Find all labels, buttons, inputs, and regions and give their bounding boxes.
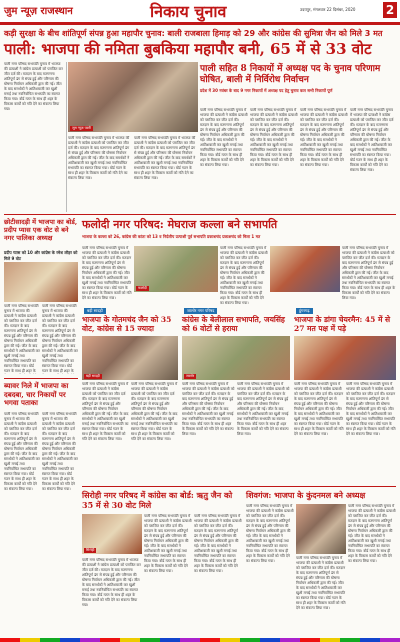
dungar-col-1: पाली नगर परिषद सभापति चुनाव में भाजपा की प्रत्याशी ने कांग्रेस प्रत्याशी को पराजित कर जीत दर्ज की। मतदान के बाद मतगणना शांतिपूर्ण ढंग से संपन्न हुई और परिणाम की घोषणा निर्वाचन अधिकारी द्वारा की गई। जीत के बाद समर्थकों ने आतिशबाजी कर खुशी मनाई तथा नवनिर्वाचित सभापति का स्वागत किया गया। बोर्ड गठन के साथ ही शहर के विकास कार्यों को गति देने का संकल्प लिया गया। [294, 382, 344, 436]
bottom-rule [82, 486, 396, 487]
sirohi-col-3: पाली नगर परिषद सभापति चुनाव में भाजपा की प्रत्याशी ने कांग्रेस प्रत्याशी को पराजित कर जीत दर्ज की। मतदान के बाद मतगणना शांतिपूर्ण ढंग से संपन्न हुई और परिणाम की घोषणा निर्वाचन अधिकारी द्वारा की गई। जीत के बाद समर्थकों ने आतिशबाजी कर खुशी मनाई तथा नवनिर्वाचित सभापति का स्वागत किया गया। बोर्ड गठन के साथ ही शहर के विकास कार्यों को गति देने का संकल्प लिया गया। [194, 514, 242, 573]
shivganj-headline: शिवगंज: भाजपा के कुंदनमल बने अध्यक्ष [246, 490, 366, 500]
beawar-col-2: पाली नगर परिषद सभापति चुनाव में भाजपा की प्रत्याशी ने कांग्रेस प्रत्याशी को पराजित कर जीत दर्ज की। मतदान के बाद मतगणना शांतिपूर्ण ढंग से संपन्न हुई और परिणाम की घोषणा निर्वाचन अधिकारी द्वारा की गई। जीत के बाद समर्थकों ने आतिशबाजी कर खुशी मनाई तथा नवनिर्वाचित सभापति का स्वागत किया गया। बोर्ड गठन के साथ ही शहर के विकास कार्यों को गति देने का संकल्प लिया गया। [42, 412, 78, 491]
phalodi-col-1: पाली नगर परिषद सभापति चुनाव में भाजपा की प्रत्याशी ने कांग्रेस प्रत्याशी को पराजित कर जीत दर्ज की। मतदान के बाद मतगणना शांतिपूर्ण ढंग से संपन्न हुई और परिणाम की घोषणा निर्वाचन अधिकारी द्वारा की गई। जीत के बाद समर्थकों ने आतिशबाजी कर खुशी मनाई तथा नवनिर्वाचित सभापति का स्वागत किया गया। बोर्ड गठन के साथ ही शहर के विकास कार्यों को गति देने का संकल्प लिया गया। [82, 246, 132, 300]
divider [66, 62, 67, 212]
photo-caption: जुम न्यूज़ पाली [72, 126, 91, 130]
top-strip: कड़ी सुरक्षा के बीच शांतिपूर्ण संपन्न हुआ महापौर चुनाव: बाली राजबाला हिमाड़ को 29 और कांग्रेस की सुमित्रा जैन को मिले 3 मत [4, 29, 383, 38]
section-rule [4, 214, 396, 215]
dungar-col-2: पाली नगर परिषद सभापति चुनाव में भाजपा की प्रत्याशी ने कांग्रेस प्रत्याशी को पराजित कर जीत दर्ज की। मतदान के बाद मतगणना शांतिपूर्ण ढंग से संपन्न हुई और परिणाम की घोषणा निर्वाचन अधिकारी द्वारा की गई। जीत के बाद समर्थकों ने आतिशबाजी कर खुशी मनाई तथा नवनिर्वाचित सभापति का स्वागत किया गया। बोर्ड गठन के साथ ही शहर के विकास कार्यों को गति देने का संकल्प लिया गया। [346, 382, 396, 436]
sirohi-col-2: पाली नगर परिषद सभापति चुनाव में भाजपा की प्रत्याशी ने कांग्रेस प्रत्याशी को पराजित कर जीत दर्ज की। मतदान के बाद मतगणना शांतिपूर्ण ढंग से संपन्न हुई और परिणाम की घोषणा निर्वाचन अधिकारी द्वारा की गई। जीत के बाद समर्थकों ने आतिशबाजी कर खुशी मनाई तथा नवनिर्वाचित सभापति का स्वागत किया गया। बोर्ड गठन के साथ ही शहर के विकास कार्यों को गति देने का संकल्प लिया गया। [144, 514, 192, 573]
jalore-tag: जालोर नगर परिषद [184, 308, 217, 314]
phalodi-photo-2 [270, 246, 340, 292]
dateline: उदयपुर, मंगलवार 22 दिसंबर, 2020 [300, 7, 356, 12]
phalodi-col-3: पाली नगर परिषद सभापति चुनाव में भाजपा की प्रत्याशी ने कांग्रेस प्रत्याशी को पराजित कर जीत दर्ज की। मतदान के बाद मतगणना शांतिपूर्ण ढंग से संपन्न हुई और परिणाम की घोषणा निर्वाचन अधिकारी द्वारा की गई। जीत के बाद समर्थकों ने आतिशबाजी कर खुशी मनाई तथा नवनिर्वाचित सभापति का स्वागत किया गया। बोर्ड गठन के साथ ही शहर के विकास कार्यों को गति देने का संकल्प लिया गया। [342, 246, 396, 300]
sirohi-caption: सिरोही [86, 548, 95, 552]
lead-photo [68, 62, 198, 132]
dungar-photo [294, 336, 396, 380]
shivganj-photo [296, 504, 346, 554]
shivganj-col-3: पाली नगर परिषद सभापति चुनाव में भाजपा की प्रत्याशी ने कांग्रेस प्रत्याशी को पराजित कर जीत दर्ज की। मतदान के बाद मतगणना शांतिपूर्ण ढंग से संपन्न हुई और परिणाम की घोषणा निर्वाचन अधिकारी द्वारा की गई। जीत के बाद समर्थकों ने आतिशबाजी कर खुशी मनाई तथा नवनिर्वाचित सभापति का स्वागत किया गया। बोर्ड गठन के साथ ही शहर के विकास कार्यों को गति देने का संकल्प लिया गया। [348, 504, 396, 563]
jalore-caption: जालोर [186, 374, 195, 378]
phalodi-headline: फलोदी नगर परिषद: मेघराज कल्ला बने सभापति [82, 218, 278, 231]
beawar-headline: ब्यावर निले में भाजपा का दबदबा, चार निकायों पर भगवा पताका [4, 381, 69, 407]
side-col-3: पाली नगर परिषद सभापति चुनाव में भाजपा की प्रत्याशी ने कांग्रेस प्रत्याशी को पराजित कर जीत दर्ज की। मतदान के बाद मतगणना शांतिपूर्ण ढंग से संपन्न हुई और परिणाम की घोषणा निर्वाचन अधिकारी द्वारा की गई। जीत के बाद समर्थकों ने आतिशबाजी कर खुशी मनाई तथा नवनिर्वाचित सभापति का स्वागत किया गया। बोर्ड गठन के साथ ही शहर के विकास कार्यों को गति देने का संकल्प लिया गया। [300, 108, 348, 167]
page-number: 2 [383, 2, 397, 18]
side-headline: पाली सहित 8 निकायों में अध्यक्ष पद के चुनाव परिणाम घोषित, बाली में निर्विरोध निर्वाचन [200, 64, 381, 85]
section-title: निकाय चुनाव [150, 2, 227, 21]
shivganj-col-2: पाली नगर परिषद सभापति चुनाव में भाजपा की प्रत्याशी ने कांग्रेस प्रत्याशी को पराजित कर जीत दर्ज की। मतदान के बाद मतगणना शांतिपूर्ण ढंग से संपन्न हुई और परिणाम की घोषणा निर्वाचन अधिकारी द्वारा की गई। जीत के बाद समर्थकों ने आतिशबाजी कर खुशी मनाई तथा नवनिर्वाचित सभापति का स्वागत किया गया। बोर्ड गठन के साथ ही शहर के विकास कार्यों को गति देने का संकल्प लिया गया। [296, 556, 346, 610]
badisadri-caption: बड़ी सादड़ी [86, 374, 100, 378]
beawar-col-1: पाली नगर परिषद सभापति चुनाव में भाजपा की प्रत्याशी ने कांग्रेस प्रत्याशी को पराजित कर जीत दर्ज की। मतदान के बाद मतगणना शांतिपूर्ण ढंग से संपन्न हुई और परिणाम की घोषणा निर्वाचन अधिकारी द्वारा की गई। जीत के बाद समर्थकों ने आतिशबाजी कर खुशी मनाई तथा नवनिर्वाचित सभापति का स्वागत किया गया। बोर्ड गठन के साथ ही शहर के विकास कार्यों को गति देने का संकल्प लिया गया। [4, 412, 40, 491]
lead-col-1: पाली नगर परिषद सभापति चुनाव में भाजपा की प्रत्याशी ने कांग्रेस प्रत्याशी को पराजित कर जीत दर्ज की। मतदान के बाद मतगणना शांतिपूर्ण ढंग से संपन्न हुई और परिणाम की घोषणा निर्वाचन अधिकारी द्वारा की गई। जीत के बाद समर्थकों ने आतिशबाजी कर खुशी मनाई तथा नवनिर्वाचित सभापति का स्वागत किया गया। बोर्ड गठन के साथ ही शहर के विकास कार्यों को गति देने का संकल्प लिया गया। [4, 62, 63, 111]
beawar-rule [4, 378, 78, 379]
badisadri-tag: बड़ी सादड़ी [84, 308, 106, 314]
dungar-tag: डूंगरगढ़ [296, 308, 313, 314]
header-rule [0, 22, 400, 25]
lead-col-2: पाली नगर परिषद सभापति चुनाव में भाजपा की प्रत्याशी ने कांग्रेस प्रत्याशी को पराजित कर जीत दर्ज की। मतदान के बाद मतगणना शांतिपूर्ण ढंग से संपन्न हुई और परिणाम की घोषणा निर्वाचन अधिकारी द्वारा की गई। जीत के बाद समर्थकों ने आतिशबाजी कर खुशी मनाई तथा नवनिर्वाचित सभापति का स्वागत किया गया। बोर्ड गठन के साथ ही शहर के विकास कार्यों को गति देने का संकल्प लिया गया। [68, 136, 130, 180]
color-stripe [0, 638, 400, 642]
badisadri-col-1: पाली नगर परिषद सभापति चुनाव में भाजपा की प्रत्याशी ने कांग्रेस प्रत्याशी को पराजित कर जीत दर्ज की। मतदान के बाद मतगणना शांतिपूर्ण ढंग से संपन्न हुई और परिणाम की घोषणा निर्वाचन अधिकारी द्वारा की गई। जीत के बाद समर्थकों ने आतिशबाजी कर खुशी मनाई तथा नवनिर्वाचित सभापति का स्वागत किया गया। बोर्ड गठन के साथ ही शहर के विकास कार्यों को गति देने का संकल्प लिया गया। [82, 382, 129, 441]
side-col-2: पाली नगर परिषद सभापति चुनाव में भाजपा की प्रत्याशी ने कांग्रेस प्रत्याशी को पराजित कर जीत दर्ज की। मतदान के बाद मतगणना शांतिपूर्ण ढंग से संपन्न हुई और परिणाम की घोषणा निर्वाचन अधिकारी द्वारा की गई। जीत के बाद समर्थकों ने आतिशबाजी कर खुशी मनाई तथा नवनिर्वाचित सभापति का स्वागत किया गया। बोर्ड गठन के साथ ही शहर के विकास कार्यों को गति देने का संकल्प लिया गया। [250, 108, 298, 167]
lead-headline: पाली: भाजपा की नमिता बुबकिया महापौर बनी, 65 में से 33 वोट [4, 40, 372, 58]
badisadri-headline: भाजपा के गोतमचंद जैन को 35 वोट, कांग्रेस से 15 ज्यादा [82, 315, 172, 333]
brand-logo: जुम न्यूज़ राजस्थान [4, 6, 73, 17]
masthead [0, 0, 400, 22]
sirohi-headline: सिरोही नगर परिषद में कांग्रेस का बोर्ड: ऋतु जैन को 35 में से 30 वोट मिले [82, 490, 233, 510]
phalodi-subhead: भाजपा के कल्ला को 26, कांग्रेस की कांता को 13 व निर्दलीय प्रत्याशी पूर्व सभापति प्रकाशचंद प्रकाशचंद को मिला 1 मत [82, 234, 261, 239]
dungar-headline: भाजपा के डांगा चेयरमैन: 45 में से 27 मत पक्ष में पड़े [294, 315, 391, 333]
side-col-4: पाली नगर परिषद सभापति चुनाव में भाजपा की प्रत्याशी ने कांग्रेस प्रत्याशी को पराजित कर जीत दर्ज की। मतदान के बाद मतगणना शांतिपूर्ण ढंग से संपन्न हुई और परिणाम की घोषणा निर्वाचन अधिकारी द्वारा की गई। जीत के बाद समर्थकों ने आतिशबाजी कर खुशी मनाई तथा नवनिर्वाचित सभापति का स्वागत किया गया। बोर्ड गठन के साथ ही शहर के विकास कार्यों को गति देने का संकल्प लिया गया। [350, 108, 394, 172]
chhotisadri-bullet: प्रदीप प्यास को 10 और कांग्रेस के रमेश लौहर को मिले 9 वोट [4, 250, 78, 261]
shivganj-col-1: पाली नगर परिषद सभापति चुनाव में भाजपा की प्रत्याशी ने कांग्रेस प्रत्याशी को पराजित कर जीत दर्ज की। मतदान के बाद मतगणना शांतिपूर्ण ढंग से संपन्न हुई और परिणाम की घोषणा निर्वाचन अधिकारी द्वारा की गई। जीत के बाद समर्थकों ने आतिशबाजी कर खुशी मनाई तथा नवनिर्वाचित सभापति का स्वागत किया गया। बोर्ड गठन के साथ ही शहर के विकास कार्यों को गति देने का संकल्प लिया गया। [246, 504, 294, 563]
chhotisadri-col-1: पाली नगर परिषद सभापति चुनाव में भाजपा की प्रत्याशी ने कांग्रेस प्रत्याशी को पराजित कर जीत दर्ज की। मतदान के बाद मतगणना शांतिपूर्ण ढंग से संपन्न हुई और परिणाम की घोषणा निर्वाचन अधिकारी द्वारा की गई। जीत के बाद समर्थकों ने आतिशबाजी कर खुशी मनाई तथा नवनिर्वाचित सभापति का स्वागत किया गया। बोर्ड गठन के साथ ही शहर के [4, 304, 40, 373]
chhotisadri-col-2: पाली नगर परिषद सभापति चुनाव में भाजपा की प्रत्याशी ने कांग्रेस प्रत्याशी को पराजित कर जीत दर्ज की। मतदान के बाद मतगणना शांतिपूर्ण ढंग से संपन्न हुई और परिणाम की घोषणा निर्वाचन अधिकारी द्वारा की गई। जीत के बाद समर्थकों ने आतिशबाजी कर खुशी मनाई तथा नवनिर्वाचित सभापति का स्वागत किया गया। बोर्ड गठन के साथ ही शहर के [42, 304, 78, 373]
side-col-1: पाली नगर परिषद सभापति चुनाव में भाजपा की प्रत्याशी ने कांग्रेस प्रत्याशी को पराजित कर जीत दर्ज की। मतदान के बाद मतगणना शांतिपूर्ण ढंग से संपन्न हुई और परिणाम की घोषणा निर्वाचन अधिकारी द्वारा की गई। जीत के बाद समर्थकों ने आतिशबाजी कर खुशी मनाई तथा नवनिर्वाचित सभापति का स्वागत किया गया। बोर्ड गठन के साथ ही शहर के विकास कार्यों को गति देने का संकल्प लिया गया। [200, 108, 248, 167]
side-subhead: प्रदेश में 30 नवंबर के बाद 9 नगर निकायों में अध्यक्ष पद हेतु चुनाव कल सभी निकायों पूर्ण [200, 88, 333, 93]
jalore-headline: कांग्रेस के बेलीलाल सभापति, जयसिंह को 6 वोटों से हराया [182, 315, 285, 333]
lead-col-3: पाली नगर परिषद सभापति चुनाव में भाजपा की प्रत्याशी ने कांग्रेस प्रत्याशी को पराजित कर जीत दर्ज की। मतदान के बाद मतगणना शांतिपूर्ण ढंग से संपन्न हुई और परिणाम की घोषणा निर्वाचन अधिकारी द्वारा की गई। जीत के बाद समर्थकों ने आतिशबाजी कर खुशी मनाई तथा नवनिर्वाचित सभापति का स्वागत किया गया। बोर्ड गठन के साथ ही शहर के विकास कार्यों को गति देने का संकल्प लिया गया। [134, 136, 196, 180]
chhotisadri-headline: छोटीसादड़ी में भाजपा का बोर्ड, प्रदीप प्यास एक वोट से बने नगर पालिका अध्यक्ष [4, 218, 78, 242]
sirohi-col-1: पाली नगर परिषद सभापति चुनाव में भाजपा की प्रत्याशी ने कांग्रेस प्रत्याशी को पराजित कर जीत दर्ज की। मतदान के बाद मतगणना शांतिपूर्ण ढंग से संपन्न हुई और परिणाम की घोषणा निर्वाचन अधिकारी द्वारा की गई। जीत के बाद समर्थकों ने आतिशबाजी कर खुशी मनाई तथा नवनिर्वाचित सभापति का स्वागत किया गया। बोर्ड गठन के साथ ही शहर के विकास कार्यों को गति देने का संकल्प लिया गया। [82, 558, 141, 607]
phalodi-col-2: पाली नगर परिषद सभापति चुनाव में भाजपा की प्रत्याशी ने कांग्रेस प्रत्याशी को पराजित कर जीत दर्ज की। मतदान के बाद मतगणना शांतिपूर्ण ढंग से संपन्न हुई और परिणाम की घोषणा निर्वाचन अधिकारी द्वारा की गई। जीत के बाद समर्थकों ने आतिशबाजी कर खुशी मनाई तथा नवनिर्वाचित सभापति का स्वागत किया गया। बोर्ड गठन के साथ ही शहर के विकास कार्यों को गति देने का संकल्प लिया गया। [220, 246, 268, 304]
chhotisadri-photo [4, 262, 78, 302]
badisadri-col-2: पाली नगर परिषद सभापति चुनाव में भाजपा की प्रत्याशी ने कांग्रेस प्रत्याशी को पराजित कर जीत दर्ज की। मतदान के बाद मतगणना शांतिपूर्ण ढंग से संपन्न हुई और परिणाम की घोषणा निर्वाचन अधिकारी द्वारा की गई। जीत के बाद समर्थकों ने आतिशबाजी कर खुशी मनाई तथा नवनिर्वाचित सभापति का स्वागत किया गया। बोर्ड गठन के साथ ही शहर के विकास कार्यों को गति देने का संकल्प लिया गया। [131, 382, 178, 441]
jalore-photo [182, 336, 290, 380]
phalodi-caption: फलोदी [138, 286, 147, 290]
jalore-col-1: पाली नगर परिषद सभापति चुनाव में भाजपा की प्रत्याशी ने कांग्रेस प्रत्याशी को पराजित कर जीत दर्ज की। मतदान के बाद मतगणना शांतिपूर्ण ढंग से संपन्न हुई और परिणाम की घोषणा निर्वाचन अधिकारी द्वारा की गई। जीत के बाद समर्थकों ने आतिशबाजी कर खुशी मनाई तथा नवनिर्वाचित सभापति का स्वागत किया गया। बोर्ड गठन के साथ ही शहर के विकास कार्यों को गति देने का संकल्प लिया गया। [182, 382, 235, 436]
jalore-col-2: पाली नगर परिषद सभापति चुनाव में भाजपा की प्रत्याशी ने कांग्रेस प्रत्याशी को पराजित कर जीत दर्ज की। मतदान के बाद मतगणना शांतिपूर्ण ढंग से संपन्न हुई और परिणाम की घोषणा निर्वाचन अधिकारी द्वारा की गई। जीत के बाद समर्थकों ने आतिशबाजी कर खुशी मनाई तथा नवनिर्वाचित सभापति का स्वागत किया गया। बोर्ड गठन के साथ ही शहर के विकास कार्यों को गति देने का संकल्प लिया गया। [237, 382, 290, 436]
